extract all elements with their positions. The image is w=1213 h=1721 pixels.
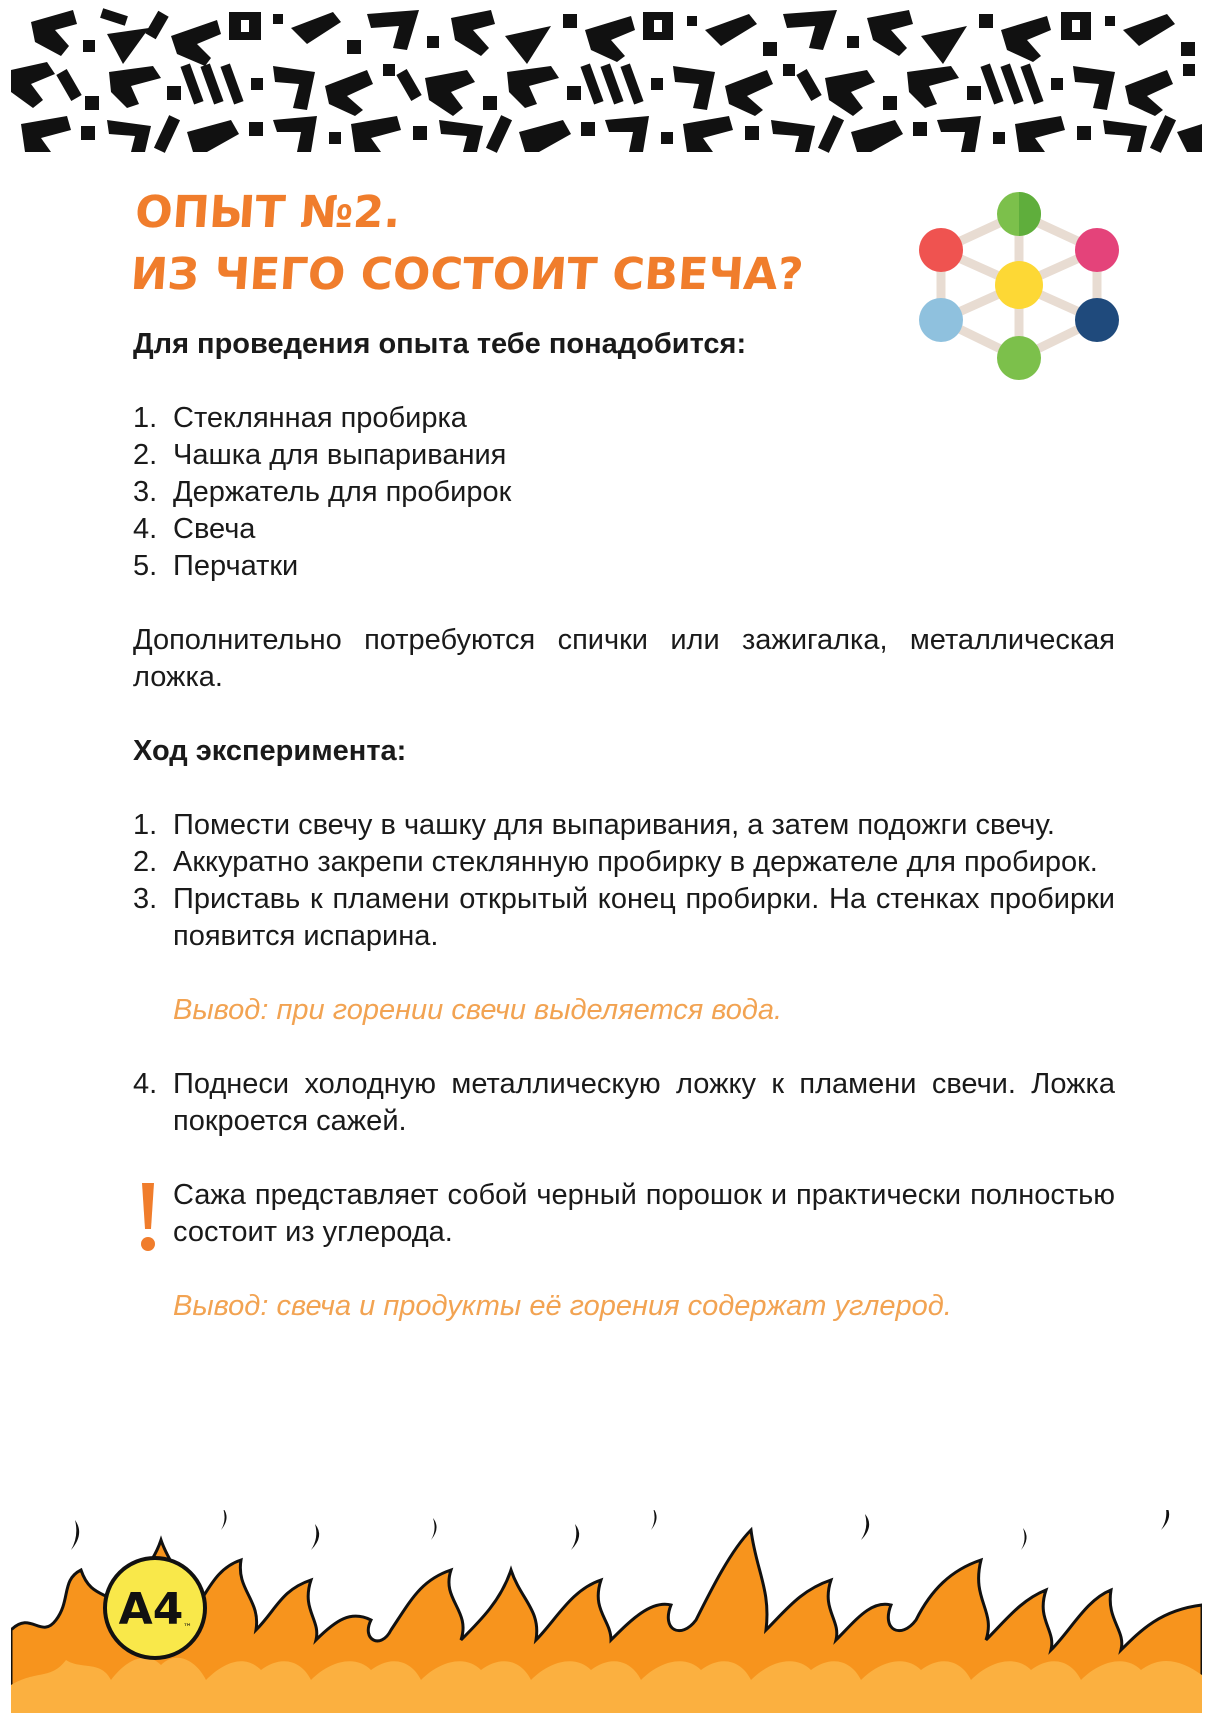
step-text: Поднеси холодную металлическую ложку к пламени свечи. Ложка покроется сажей. xyxy=(173,1068,1115,1137)
procedure-steps xyxy=(133,807,1115,955)
step-item xyxy=(133,881,1115,955)
header-pattern xyxy=(11,0,1202,155)
title-line-1: ОПЫТ №2. xyxy=(133,187,403,238)
a4-logo xyxy=(99,1552,211,1664)
step-number: 4. xyxy=(133,1068,158,1100)
list-item xyxy=(133,400,1115,437)
procedure-heading: Ход эксперимента: xyxy=(133,735,407,767)
materials-heading: Для проведения опыта тебе понадобится: xyxy=(133,328,747,360)
title-line-2: ИЗ ЧЕГО СОСТОИТ СВЕЧА? xyxy=(129,249,806,300)
a4-logo-tm: ™ xyxy=(183,1623,192,1633)
soot-note-text: Сажа представляет собой черный порошок и практически полностью состоит из углерода. xyxy=(173,1179,1115,1248)
list-text: Чашка для выпаривания xyxy=(173,439,507,471)
soot-note xyxy=(133,1177,1115,1251)
page-title xyxy=(129,182,810,306)
list-number: 4. xyxy=(133,513,158,545)
list-number: 5. xyxy=(133,550,158,582)
conclusion-carbon: Вывод: свеча и продукты её горения содержат углерод. xyxy=(173,1290,952,1322)
materials-extra: Дополнительно потребуются спички или зажигалка, металлическая ложка. xyxy=(133,624,1115,693)
list-number: 3. xyxy=(133,476,158,508)
list-text: Держатель для пробирок xyxy=(173,476,512,508)
list-item xyxy=(133,548,1115,585)
list-number: 1. xyxy=(133,402,158,434)
materials-list xyxy=(133,400,1115,585)
list-text: Перчатки xyxy=(173,550,299,582)
step-item xyxy=(133,807,1115,844)
step-text: Приставь к пламени открытый конец пробирки. На стенках пробирки появится испарина. xyxy=(173,883,1115,952)
a4-logo-text: А4 xyxy=(118,1584,184,1635)
conclusion-water: Вывод: при горении свечи выделяется вода. xyxy=(173,994,783,1026)
step-text: Помести свечу в чашку для выпаривания, а затем подожги свечу. xyxy=(173,809,1055,841)
list-item xyxy=(133,437,1115,474)
list-text: Свеча xyxy=(173,513,256,545)
step-number: 3. xyxy=(133,883,158,915)
step-number: 1. xyxy=(133,809,158,841)
list-text: Стеклянная пробирка xyxy=(173,402,467,434)
procedure-step-4 xyxy=(133,1066,1115,1140)
step-number: 2. xyxy=(133,846,158,878)
step-item xyxy=(133,1066,1115,1140)
list-item xyxy=(133,511,1115,548)
list-item xyxy=(133,474,1115,511)
exclamation-icon xyxy=(139,1181,157,1253)
content xyxy=(133,326,1115,1325)
page xyxy=(11,0,1202,1721)
list-number: 2. xyxy=(133,439,158,471)
step-item xyxy=(133,844,1115,881)
step-text: Аккуратно закрепи стеклянную пробирку в держателе для пробирок. xyxy=(173,846,1098,878)
